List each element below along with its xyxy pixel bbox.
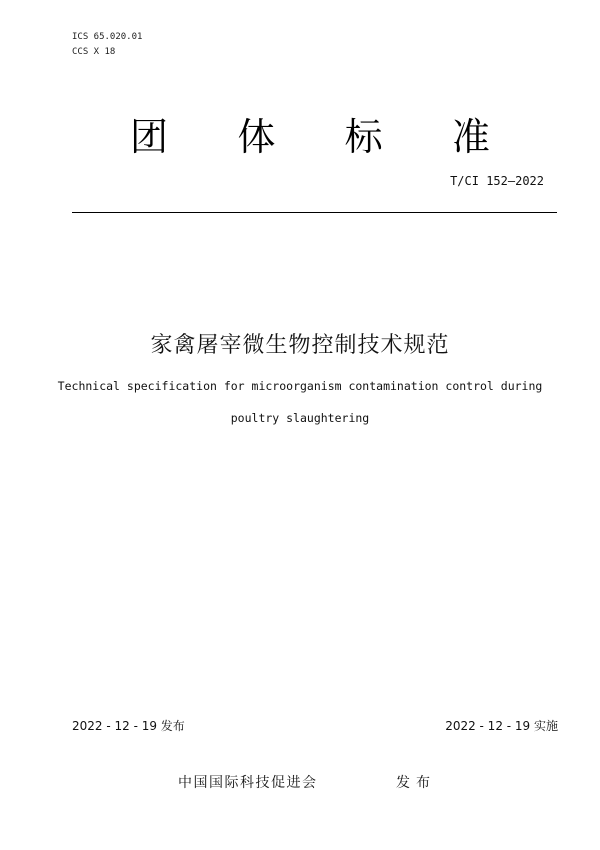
title-english-line-2: poultry slaughtering — [230, 411, 370, 425]
title-english-line-1: Technical specification for microorganism contamination control during — [57, 379, 543, 393]
heading-char-1: 团 — [130, 115, 169, 159]
classification-codes — [72, 30, 142, 60]
issue-date: 2022 - 12 - 19 发布 — [72, 719, 185, 733]
heading-char-2: 体 — [237, 115, 276, 159]
ics-code: ICS 65.020.01 — [72, 32, 143, 42]
standard-number: T/CI 152—2022 — [450, 174, 544, 188]
heading-char-4: 准 — [451, 115, 490, 159]
group-standard-heading — [130, 112, 490, 162]
heading-char-3: 标 — [344, 115, 383, 159]
title-chinese: 家禽屠宰微生物控制技术规范 — [150, 333, 450, 358]
implementation-date: 2022 - 12 - 19 实施 — [445, 719, 558, 733]
publisher-name: 中国国际科技促进会 — [178, 775, 318, 791]
publish-label: 发布 — [396, 775, 436, 791]
header-divider — [72, 212, 557, 213]
ccs-code: CCS X 18 — [72, 47, 116, 57]
